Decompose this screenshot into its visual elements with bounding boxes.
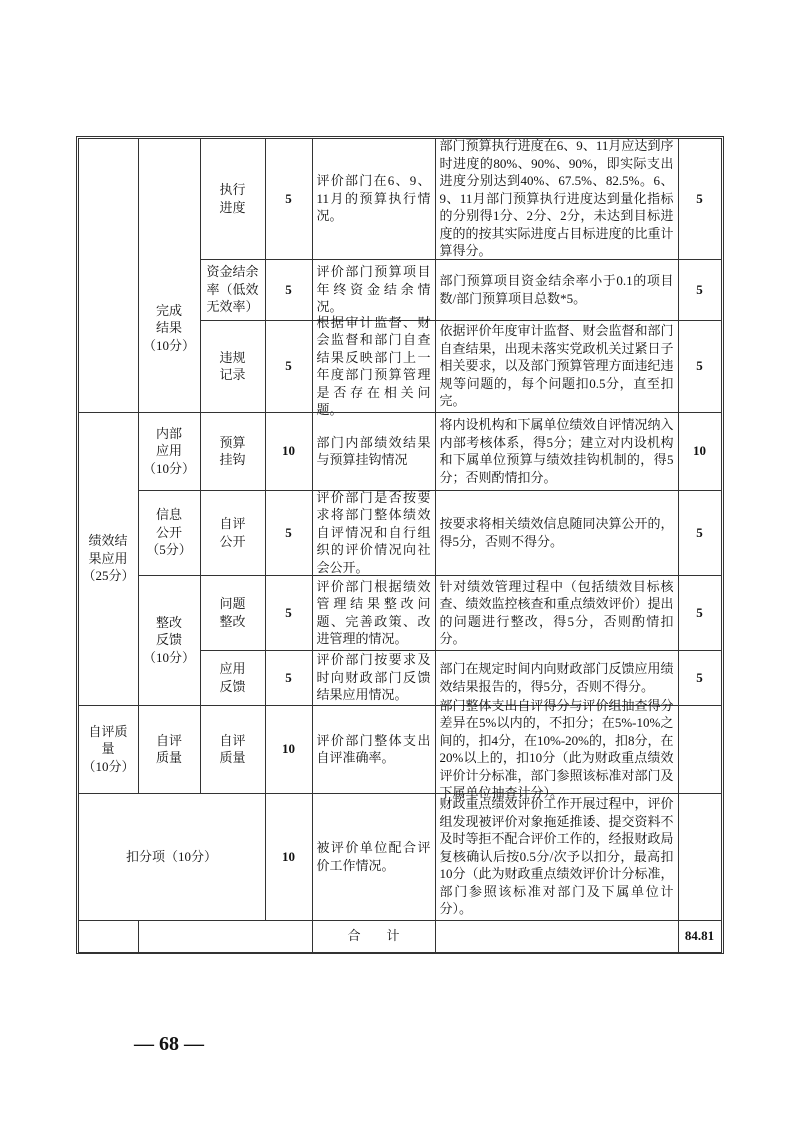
indicator-description: 评价部门在6、9、11月的预算执行情况。 (312, 138, 436, 260)
total-empty-1 (78, 920, 139, 953)
indicator-score: 5 (678, 490, 722, 576)
indicator-description: 被评价单位配合评价工作情况。 (312, 793, 436, 921)
indicator-name: 应用 反馈 (200, 650, 266, 706)
scoring-criteria: 财政重点绩效评价工作开展过程中，评价组发现被评价对象拖延推诿、提交资料不及时等拒不配合评价工作的，经报财政局复核确认后按0.5分/次予以扣分，最高扣10分（此为财政重点绩效评价计分标准，部门参照该标准对部门及下属单位计分）。 (435, 793, 679, 921)
scoring-criteria: 部门预算项目资金结余率小于0.1的项目数/部门预算项目总数*5。 (435, 259, 679, 321)
indicator-score: 10 (678, 412, 722, 491)
scoring-criteria: 依据评价年度审计监督、财会监督和部门自查结果，出现未落实党政机关过紧日子相关要求，以及部门预算管理方面违纪违规等问题的，每个问题扣0.5分，直至扣完。 (435, 320, 679, 413)
indicator-score: 5 (678, 259, 722, 321)
indicator-name: 问题 整改 (200, 575, 266, 651)
level2-completion-label: 完成 结果 （10分） (142, 302, 195, 353)
indicator-description: 评价部门按要求及时向财政部门反馈结果应用情况。 (312, 650, 436, 706)
scoring-criteria: 按要求将相关绩效信息随同决算公开的，得5分，否则不得分。 (435, 490, 679, 576)
indicator-weight: 10 (265, 793, 313, 921)
indicator-weight: 5 (265, 490, 313, 576)
level2-completion (138, 138, 201, 413)
scoring-criteria: 部门整体支出自评得分与评价组抽查得分差异在5%以内的，不扣分；在5%-10%之间的，扣4分，在10%-20%的，扣8分，在20%以上的，扣10分（此为财政重点绩效评价计分标准，部门参照该标准对部门及下属单位抽查计分）。 (435, 705, 679, 794)
indicator-score: 5 (678, 138, 722, 260)
indicator-weight: 5 (265, 575, 313, 651)
indicator-score (678, 705, 722, 794)
level2-self-quality: 自评 质量 (138, 705, 201, 794)
scoring-criteria: 将内设机构和下属单位绩效自评情况纳入内部考核体系，得5分；建立对内设机构和下属单位预算与绩效挂钩机制的，得5分；否则酌情扣分。 (435, 412, 679, 491)
indicator-name: 自评 公开 (200, 490, 266, 576)
level1-self-quality: 自评质 量 （10分） (78, 705, 139, 794)
indicator-name: 预算 挂钩 (200, 412, 266, 491)
indicator-weight: 5 (265, 650, 313, 706)
indicator-description: 评价部门预算项目年终资金结余情况。 (312, 259, 436, 321)
total-empty-3 (435, 920, 679, 953)
indicator-score: 5 (678, 575, 722, 651)
page-number: — 68 — (134, 1033, 204, 1055)
indicator-weight: 10 (265, 705, 313, 794)
indicator-weight: 10 (265, 412, 313, 491)
indicator-weight: 5 (265, 259, 313, 321)
total-empty-2 (138, 920, 313, 953)
level2-internal: 内部 应用 （10分） (138, 412, 201, 491)
level1-deduction: 扣分项（10分） (78, 793, 266, 921)
indicator-description: 评价部门整体支出自评准确率。 (312, 705, 436, 794)
scoring-criteria: 部门在规定时间内向财政部门反馈应用绩效结果报告的，得5分，否则不得分。 (435, 650, 679, 706)
level1-empty-cell (78, 138, 139, 413)
indicator-score (678, 793, 722, 921)
level2-rectify: 整改 反馈 （10分） (138, 575, 201, 706)
indicator-name: 自评 质量 (200, 705, 266, 794)
level2-disclosure: 信息 公开 （5分） (138, 490, 201, 576)
indicator-name: 资金结余 率（低效 无效率） (200, 259, 266, 321)
total-score: 84.81 (678, 920, 722, 953)
indicator-score: 5 (678, 650, 722, 706)
indicator-score: 5 (678, 320, 722, 413)
level1-application: 绩效结 果应用 （25分） (78, 412, 139, 706)
indicator-name: 违规 记录 (200, 320, 266, 413)
indicator-description: 评价部门是否按要求将部门整体绩效自评情况和自行组织的评价情况向社会公开。 (312, 490, 436, 576)
indicator-name: 执行 进度 (200, 138, 266, 260)
indicator-description: 评价部门根据绩效管理结果整改问题、完善政策、改进管理的情况。 (312, 575, 436, 651)
total-label: 合 计 (312, 920, 436, 953)
indicator-weight: 5 (265, 320, 313, 413)
indicator-weight: 5 (265, 138, 313, 260)
indicator-description: 根据审计监督、财会监督和部门自查结果反映部门上一年度部门预算管理是否存在相关问题。 (312, 320, 436, 413)
scoring-criteria: 部门预算执行进度在6、9、11月应达到序时进度的80%、90%、90%，即实际支出进度分别达到40%、67.5%、82.5%。6、9、11月部门预算执行进度达到量化指标的分别得1分、2分、2分，未达到目标进度的的按其实际进度占目标进度的比重计算得分。 (435, 138, 679, 260)
scoring-criteria: 针对绩效管理过程中（包括绩效目标核查、绩效监控核查和重点绩效评价）提出的问题进行整改，得5分，否则酌情扣分。 (435, 575, 679, 651)
indicator-description: 部门内部绩效结果与预算挂钩情况 (312, 412, 436, 491)
